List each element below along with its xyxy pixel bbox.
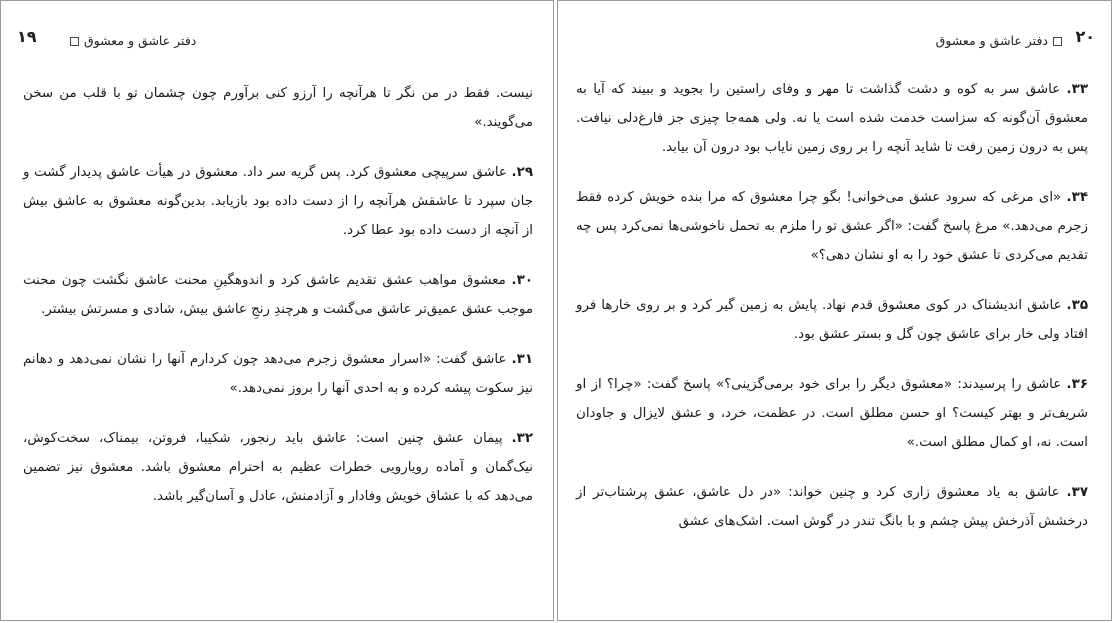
paragraph-number: ۲۹. bbox=[511, 165, 533, 180]
paragraph bbox=[576, 75, 1088, 162]
running-head-text: دفتر عاشق و معشوق bbox=[935, 33, 1048, 48]
page-number: ۲۰ bbox=[1075, 27, 1095, 46]
page-number: ۱۹ bbox=[17, 27, 37, 46]
paragraph bbox=[576, 478, 1088, 536]
paragraph-number: ۳۳. bbox=[1066, 82, 1088, 97]
paragraph-text: عاشق گفت: «اسرار معشوق زجرم می‌دهد چون کردارم آنها را نشان نمی‌دهد و دهانم نیز سکوت پیشه کرده و به احدی آنها را بروز نمی‌دهد.» bbox=[23, 352, 533, 396]
paragraph bbox=[576, 291, 1088, 349]
paragraph-number: ۳۶. bbox=[1066, 377, 1088, 392]
paragraph-text: عاشق به یاد معشوق زاری کرد و چنین خواند: «در دل عاشق، عشق پرشتاب‌تر از درخشش آذرخش پیش چشم و با بانگ تندر در گوش است. اشک‌های عشق bbox=[576, 485, 1088, 529]
running-head bbox=[936, 33, 1067, 48]
paragraph-number: ۳۱. bbox=[511, 352, 533, 367]
paragraph-text: عاشق سرپیچی معشوق کرد. پس گریه سر داد. معشوق در هیأت عاشق پدیدار گشت و جان سپرد تا عاشقش هرآنچه را از دست داده بود بازیابد. بدین‌گونه معشوق به عاشق بیش از آنچه از دست داده بود عطا کرد. bbox=[23, 165, 533, 238]
paragraph-text: نیست. فقط در من نگر تا هرآنچه را آرزو کنی برآورم چون چشمان تو با قلب من سخن می‌گویند.» bbox=[23, 86, 533, 130]
paragraph-text: عاشق را پرسیدند: «معشوق دیگر را برای خود برمی‌گزینی؟» پاسخ گفت: «چرا؟ از او شریف‌تر و بهتر کیست؟ او حسن مطلق است. در عظمت، خرد، و عشق لایزال و جاودان است. نه، او کمال مطلق است.» bbox=[576, 377, 1088, 450]
paragraph bbox=[23, 79, 533, 137]
page-body bbox=[576, 75, 1088, 557]
page-body bbox=[23, 79, 533, 532]
paragraph-text: «ای مرغی که سرود عشق می‌خوانی! بگو چرا معشوق که مرا بنده خویش کرده فقط زجرم می‌دهد.» مرغ پاسخ گفت: «اگر عشق تو را ملزم به تحمل ناخوشی‌ها نمی‌کرد پس چه تقدیم می‌کردی تا عشق خود را به او نشان دهی؟» bbox=[576, 190, 1088, 263]
right-page bbox=[557, 0, 1112, 621]
paragraph bbox=[23, 345, 533, 403]
paragraph-number: ۳۲. bbox=[511, 431, 533, 446]
paragraph bbox=[23, 266, 533, 324]
square-bullet-icon bbox=[1053, 37, 1062, 46]
paragraph bbox=[576, 183, 1088, 270]
paragraph-text: عاشق اندیشناک در کوی معشوق قدم نهاد. پایش به زمین گیر کرد و بر روی خارها فرو افتاد ولی خار برای عاشق چون گل و بستر عشق بود. bbox=[576, 298, 1088, 342]
paragraph-number: ۳۴. bbox=[1066, 190, 1088, 205]
paragraph-number: ۳۷. bbox=[1066, 485, 1088, 500]
paragraph-text: معشوق مواهب عشق تقدیم عاشق کرد و اندوهگینِ محنت عاشق نگشت چون محنت موجب عشق عمیق‌تر عاشق می‌گشت و هرچندِ رنجِ عاشق بیش، شادی و مسرتش بیشتر. bbox=[23, 273, 533, 317]
running-head bbox=[65, 33, 196, 48]
paragraph-number: ۳۰. bbox=[511, 273, 533, 288]
paragraph-text: پیمان عشق چنین است: عاشق باید رنجور، شکیبا، فروتن، بیمناک، سخت‌کوش، نیک‌گمان و آماده رویارویی خطرات عظیم به احترام معشوق باشد. معشوق نیز تضمین می‌دهد که با عشاق خویش وفادار و آزادمنش، عادل و آسان‌گیر باشد. bbox=[23, 431, 533, 504]
left-page bbox=[0, 0, 554, 621]
running-head-text: دفتر عاشق و معشوق bbox=[84, 33, 197, 48]
paragraph-text: عاشق سر به کوه و دشت گذاشت تا مهر و وفای راستین را بجوید و ببیند که آیا به معشوق آن‌گونه که سزاست خدمت شده است یا نه. ولی همه‌جا چیزی جز فارغ‌دلی نیافت. پس به درون زمین رفت تا شاید آنچه را بر روی زمین نایاب بود درون آن بیابد. bbox=[576, 82, 1088, 155]
paragraph bbox=[23, 158, 533, 245]
square-bullet-icon bbox=[70, 37, 79, 46]
paragraph bbox=[576, 370, 1088, 457]
paragraph bbox=[23, 424, 533, 511]
paragraph-number: ۳۵. bbox=[1066, 298, 1088, 313]
